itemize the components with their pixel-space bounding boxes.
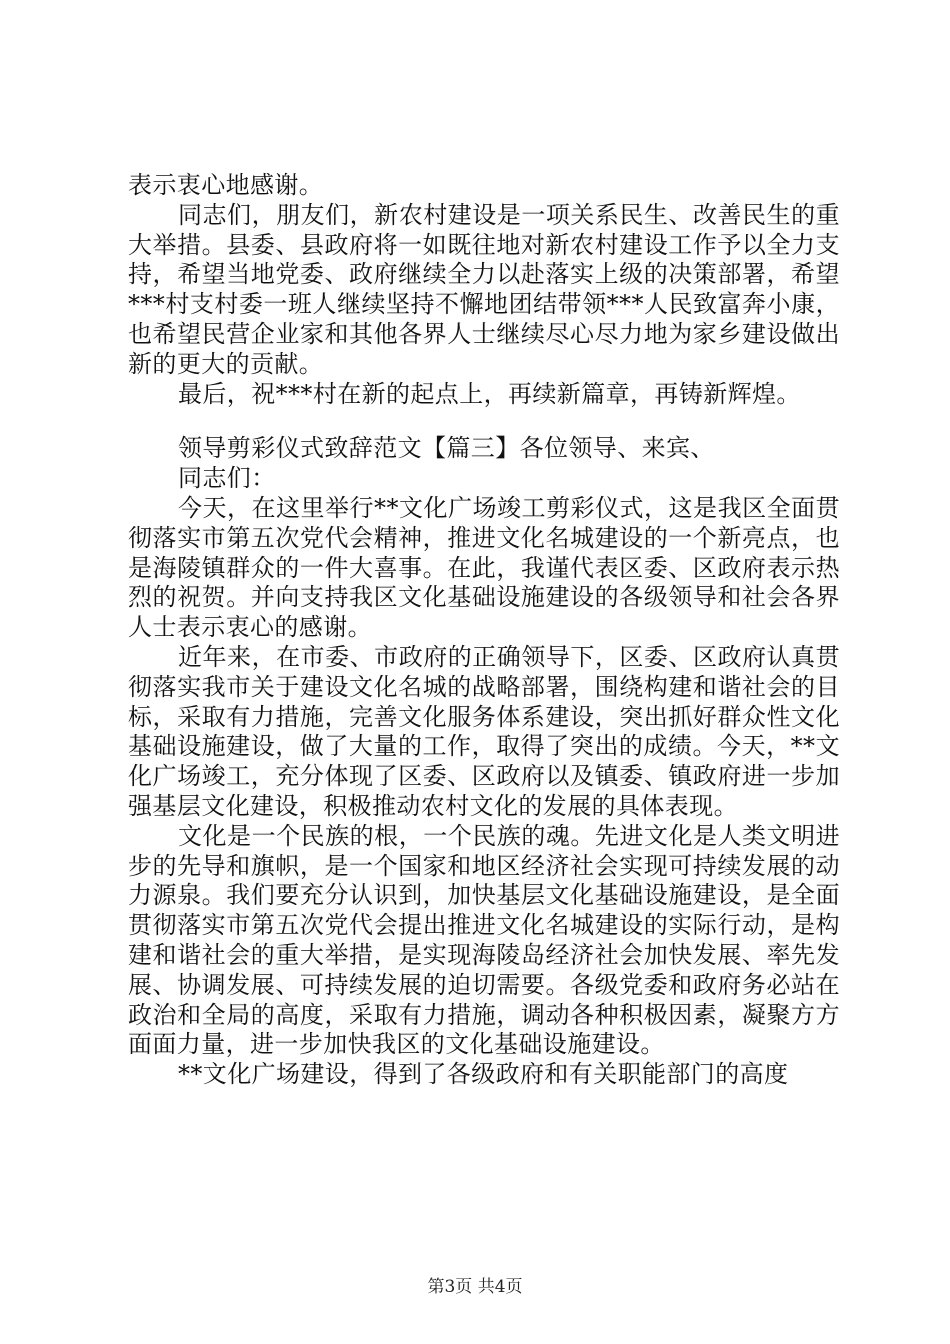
- paragraph: 今天，在这里举行**文化广场竣工剪彩仪式，这是我区全面贯彻落实市第五次党代会精神，推进文化名城建设的一个新亮点，也是海陵镇群众的一件大喜事。在此，我谨代表区委、区政府表示热烈的祝贺。并向支持我区文化基础设施建设的各级领导和社会各界人士表示衷心的感谢。: [128, 493, 840, 642]
- document-body: [128, 171, 840, 1090]
- paragraph: 同志们，朋友们，新农村建设是一项关系民生、改善民生的重大举措。县委、县政府将一如既往地对新农村建设工作予以全力支持，希望当地党委、政府继续全力以赴落实上级的决策部署，希望***村支村委一班人继续坚持不懈地团结带领***人民致富奔小康，也希望民营企业家和其他各界人士继续尽心尽力地为家乡建设做出新的更大的贡献。: [128, 200, 840, 378]
- page-footer: 第3页 共4页: [427, 1277, 523, 1297]
- paragraph: 近年来，在市委、市政府的正确领导下，区委、区政府认真贯彻落实我市关于建设文化名城的战略部署，围绕构建和谐社会的目标，采取有力措施，完善文化服务体系建设，突出抓好群众性文化基础设施建设，做了大量的工作，取得了突出的成绩。今天，**文化广场竣工，充分体现了区委、区政府以及镇委、镇政府进一步加强基层文化建设，积极推动农村文化的发展的具体表现。: [128, 642, 840, 820]
- salutation: 同志们：: [178, 464, 276, 493]
- paragraph: **文化广场建设，得到了各级政府和有关职能部门的高度: [178, 1060, 789, 1089]
- paragraph-continuation: 表示衷心地感谢。: [128, 171, 324, 199]
- paragraph: 文化是一个民族的根，一个民族的魂。先进文化是人类文明进步的先导和旗帜，是一个国家和地区经济社会实现可持续发展的动力源泉。我们要充分认识到，加快基层文化基础设施建设，是全面贯彻落实市第五次党代会提出推进文化名城建设的实际行动，是构建和谐社会的重大举措，是实现海陵岛经济社会加快发展、率先发展、协调发展、可持续发展的迫切需要。各级党委和政府务必站在政治和全局的高度，采取有力措施，调动各种积极因素，凝聚方方面面力量，进一步加快我区的文化基础设施建设。: [128, 821, 840, 1059]
- paragraph: 最后，祝***村在新的起点上，再续新篇章，再铸新辉煌。: [178, 379, 801, 408]
- section-heading: 领导剪彩仪式致辞范文【篇三】各位领导、来宾、: [178, 434, 715, 463]
